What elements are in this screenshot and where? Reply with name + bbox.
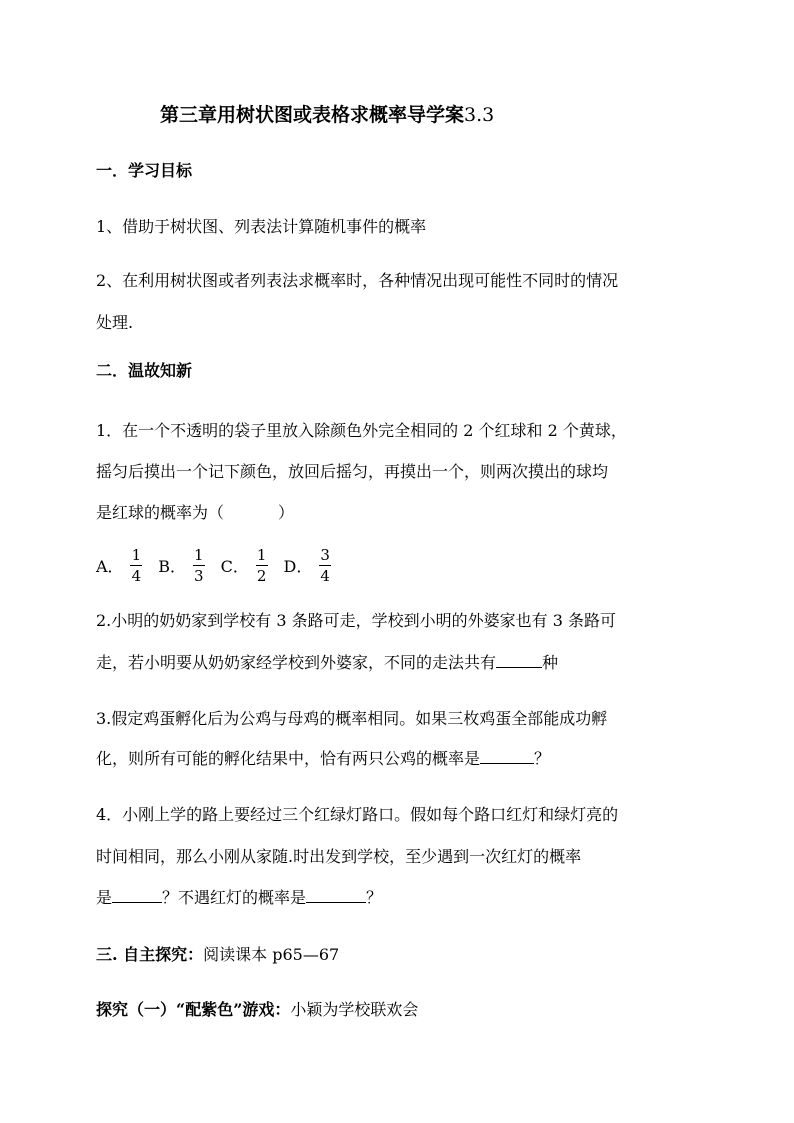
q2-line2-text: 走，若小明要从奶奶家经学校到外婆家，不同的走法共有 bbox=[96, 653, 497, 672]
q3-line2-text: 化，则所有可能的孵化结果中，恰有两只公鸡的概率是 bbox=[96, 749, 481, 768]
q4-line2: 时间相同，那么小刚从家随.时出发到学校，至少遇到一次红灯的概率 bbox=[96, 847, 582, 866]
fraction-bar bbox=[319, 565, 331, 566]
q4-line3-b: ？不遇红灯的概率是 bbox=[162, 888, 307, 907]
q4-answer-blank-1[interactable] bbox=[112, 887, 162, 903]
q1-line2: 摇匀后摸出一个记下颜色，放回后摇匀，再摸出一个，则两次摸出的球均 bbox=[96, 462, 609, 481]
q4-line3-a: 是 bbox=[96, 888, 113, 907]
section2-heading: 二．温故知新 bbox=[96, 361, 193, 380]
title-code: 3.3 bbox=[464, 104, 495, 126]
choice-b-fraction bbox=[192, 546, 206, 585]
choice-a-fraction bbox=[130, 546, 144, 585]
q2-line2 bbox=[96, 652, 558, 674]
fraction-bar bbox=[130, 565, 142, 566]
choice-d-fraction bbox=[318, 546, 332, 585]
choice-a-numerator: 1 bbox=[131, 546, 142, 564]
q1-line3-text: 是红球的概率为（ bbox=[96, 503, 225, 522]
section3-heading bbox=[96, 944, 339, 966]
objective-2-cont: 处理. bbox=[96, 313, 134, 332]
choice-b-denominator: 3 bbox=[193, 567, 204, 585]
choice-d-denominator: 4 bbox=[320, 567, 330, 585]
choice-b bbox=[158, 546, 215, 585]
title-main: 第三章用树状图或表格求概率导学案 bbox=[160, 104, 465, 126]
page-title bbox=[160, 100, 494, 127]
choice-d-numerator: 3 bbox=[320, 546, 330, 564]
explore-1-title: 探究（一）“配紫色”游戏： bbox=[96, 1000, 291, 1019]
q2-answer-blank[interactable] bbox=[496, 652, 542, 668]
q4-line3 bbox=[96, 887, 382, 909]
q2-line2-end: 种 bbox=[542, 653, 559, 672]
q4-line3-c: ？ bbox=[366, 888, 383, 907]
choice-c-numerator: 1 bbox=[256, 546, 267, 564]
choice-c-fraction bbox=[255, 546, 269, 585]
q1-line3-close: ） bbox=[278, 503, 295, 522]
choice-a-denominator: 4 bbox=[131, 567, 142, 585]
q1-line3 bbox=[96, 502, 294, 524]
section3-heading-bold: 三. 自主探究： bbox=[96, 945, 204, 964]
section1-heading: 一．学习目标 bbox=[96, 161, 193, 180]
q3-answer-blank[interactable] bbox=[480, 748, 534, 764]
fraction-bar bbox=[193, 565, 205, 566]
q3-line2-end: ？ bbox=[534, 749, 551, 768]
q2-line1: 2.小明的奶奶家到学校有 3 条路可走，学校到小明的外婆家也有 3 条路可 bbox=[96, 611, 616, 630]
q4-line1: 4．小刚上学的路上要经过三个红绿灯路口。假如每个路口红灯和绿灯亮的 bbox=[96, 805, 619, 824]
q1-line1: 1．在一个不透明的袋子里放入除颜色外完全相同的 2 个红球和 2 个黄球， bbox=[96, 421, 627, 440]
choice-a-label: A． bbox=[96, 557, 124, 576]
q3-line1: 3.假定鸡蛋孵化后为公鸡与母鸡的概率相同。如果三枚鸡蛋全部能成功孵 bbox=[96, 709, 608, 728]
choice-a bbox=[96, 546, 153, 585]
fraction-bar bbox=[256, 565, 268, 566]
choice-b-numerator: 1 bbox=[193, 546, 204, 564]
section3-heading-rest: 阅读课本 p65—67 bbox=[203, 945, 340, 964]
choice-b-label: B． bbox=[158, 557, 186, 576]
q1-choices bbox=[96, 546, 342, 590]
choice-c-denominator: 2 bbox=[256, 567, 267, 585]
choice-d-label: D． bbox=[283, 557, 313, 576]
choice-c-label: C． bbox=[220, 557, 249, 576]
explore-1-text: 小颖为学校联欢会 bbox=[290, 1000, 419, 1019]
choice-d bbox=[284, 546, 342, 585]
objective-1: 1、借助于树状图、列表法计算随机事件的概率 bbox=[96, 217, 427, 236]
q3-line2 bbox=[96, 748, 550, 770]
q4-answer-blank-2[interactable] bbox=[306, 887, 366, 903]
choice-c bbox=[221, 546, 279, 585]
objective-2: 2、在利用树状图或者列表法求概率时，各种情况出现可能性不同时的情况 bbox=[96, 271, 619, 290]
explore-1-line bbox=[96, 999, 418, 1021]
